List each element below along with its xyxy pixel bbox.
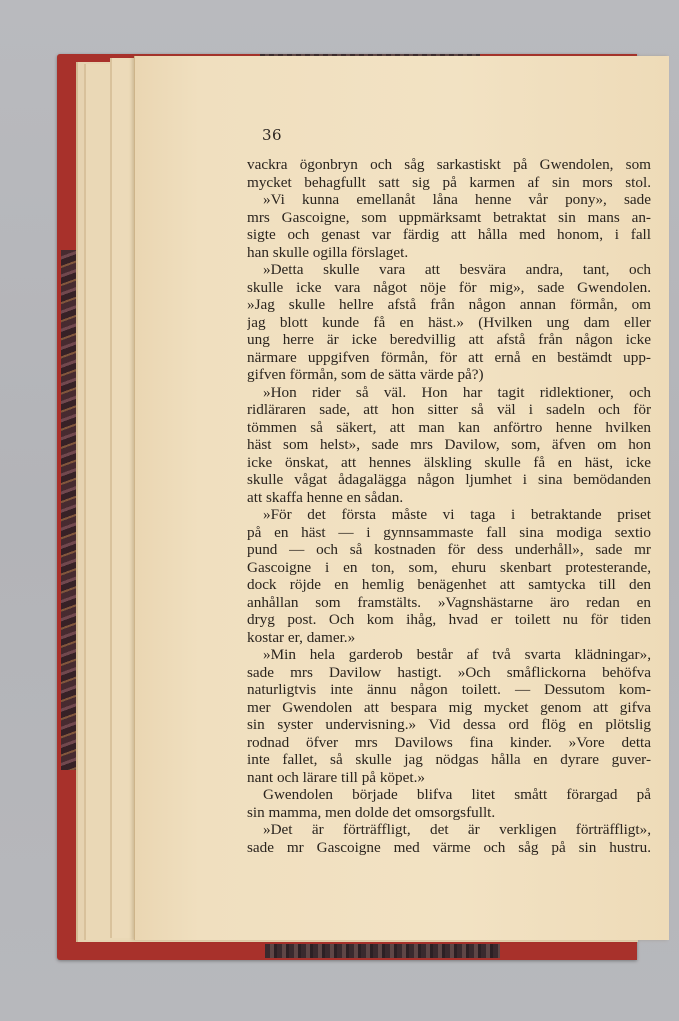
text-line: kostar er, damer.» xyxy=(247,628,356,646)
text-line: jag blott kunde få en häst.» (Hvilken ung dam eller xyxy=(247,313,651,331)
text-line: mrs Gascoigne, som uppmärksamt betraktat sin mans an- xyxy=(247,208,651,226)
cover-bottom-band xyxy=(265,944,500,958)
text-line: naturligtvis inte ännu någon toilett. — Dessutom kom- xyxy=(247,681,651,698)
text-line: att skaffa henne en sådan. xyxy=(247,488,404,506)
text-line: »För det första måste vi taga i betraktande priset xyxy=(263,506,651,523)
text-line: skulle vågat ådagalägga någon ljumhet i sina bemödanden xyxy=(247,471,651,488)
text-line: häst som helst», sade mrs Davilow, som, äfven om hon xyxy=(247,436,651,453)
text-line: närmare uppgifven förmån, för att ernå en bestämdt upp- xyxy=(247,348,651,366)
text-line: Gascoigne i en ton, som, ehuru skenbart protesterande, xyxy=(247,558,651,576)
text-line: »Vi kunna emellanåt låna henne vår pony», sade xyxy=(263,191,651,208)
text-line: icke önskat, att hennes älskling skulle få en häst, icke xyxy=(247,453,651,471)
text-line: nant och lärare till på köpet.» xyxy=(247,768,425,786)
text-line: gifven förmån, som de sätta värde på?) xyxy=(247,366,484,383)
text-line: Gwendolen började blifva litet smått förargad på xyxy=(263,786,651,803)
text-line: ung herre är icke beredvillig att afstå från någon icke xyxy=(247,331,651,348)
text-line: »Detta skulle vara att besvära andra, tant, och xyxy=(263,261,651,278)
text-line: vackra ögonbryn och såg sarkastiskt på Gwendolen, som xyxy=(247,156,651,173)
text-line: »Det är förträffligt, det är verkligen förträffligt», xyxy=(263,821,651,838)
text-line: sade mrs Davilow hastigt. »Och småflickorna behöfva xyxy=(247,663,651,681)
text-line: skulle icke vara något nöje för mig», sade Gwendolen. xyxy=(247,278,651,296)
text-line: »Hon rider så väl. Hon har tagit ridlektioner, och xyxy=(263,383,651,401)
text-line: mycket behagfullt satt sig på karmen af sin mors stol. xyxy=(247,173,651,191)
text-line: inte fallet, så skulle jag nödgas hålla en dyrare guver- xyxy=(247,751,651,768)
text-line: sade mr Gascoigne med värme och såg på sin hustru. xyxy=(247,838,651,856)
text-line: anhållan som framstälts. »Vagnshästarne äro redan en xyxy=(247,593,651,611)
page-body-text xyxy=(247,156,651,856)
text-line: dryg post. Och kom ihåg, hvad er toilett nu för tiden xyxy=(247,611,651,628)
marbled-endpaper xyxy=(61,250,77,770)
text-line: pund — och så kostnaden för dess underhåll», sade mr xyxy=(247,541,651,558)
text-line: på en häst — i gynnsammaste fall sina modiga sextio xyxy=(247,523,651,541)
text-line: dock röjde en hemlig benägenhet att samtycka till den xyxy=(247,576,651,593)
text-line: han skulle ogilla förslaget. xyxy=(247,243,409,261)
text-line: mer Gwendolen att bespara mig mycket genom att gifva xyxy=(247,698,651,716)
text-line: »Jag skulle hellre afstå från någon annan förmån, om xyxy=(247,296,651,313)
text-line: tömmen så säkert, att man kan anförtro henne hvilken xyxy=(247,418,651,436)
text-line: sin mamma, men dolde det omsorgsfullt. xyxy=(247,803,496,821)
page-number: 36 xyxy=(262,126,283,144)
text-line: rodnad öfver mrs Davilows fina kinder. »Vore detta xyxy=(247,733,651,751)
text-line: sin syster undervisning.» Vid dessa ord flög en plötslig xyxy=(247,716,651,733)
text-line: sigte och genast var färdig att hålla med honom, i fall xyxy=(247,226,651,243)
text-line: »Min hela garderob består af två svarta klädningar», xyxy=(263,646,651,663)
text-line: ridläraren sade, att hon sitter så väl i sadeln och för xyxy=(247,401,651,418)
